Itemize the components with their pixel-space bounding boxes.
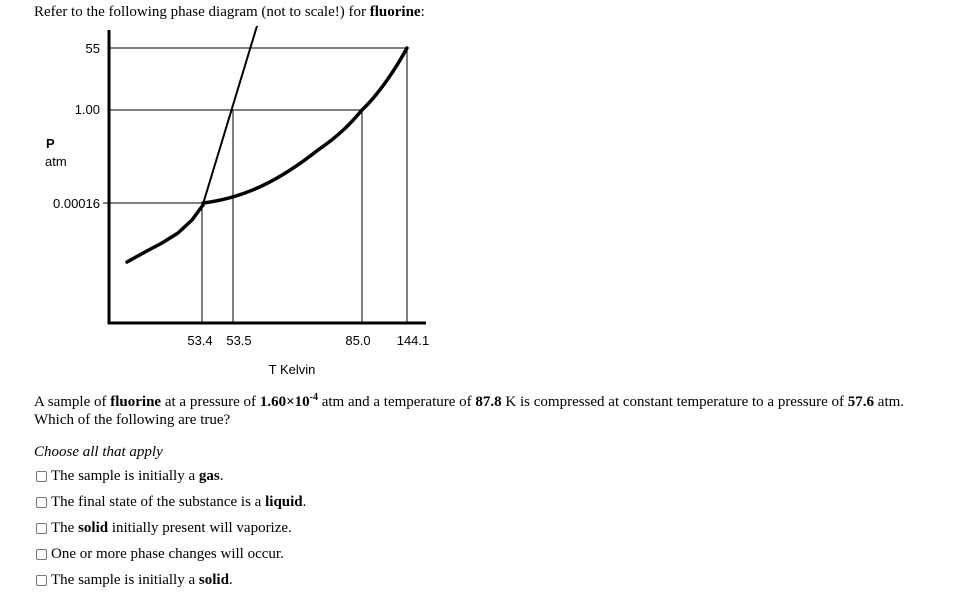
initial-pressure (260, 394, 318, 410)
x-tick-53-5: 53.5 (226, 333, 252, 348)
option-3-label[interactable]: The solid initially present will vaporize. (51, 520, 292, 536)
option-1-checkbox[interactable] (36, 471, 47, 482)
question-part1: A sample of (34, 394, 111, 410)
y-tick-1-00: 1.00 (74, 102, 100, 117)
initial-pressure-mantissa: 1.60×10 (259, 394, 310, 410)
x-tick-144-1: 144.1 (396, 333, 430, 348)
intro-substance: fluorine (369, 4, 421, 20)
option-2-checkbox[interactable] (36, 497, 47, 508)
question-part3: atm and a temperature of (317, 394, 476, 410)
y-axis-label-p: P (46, 136, 55, 151)
question-part2: at a pressure of (161, 394, 260, 410)
question-line2: Which of the following are true? (34, 412, 231, 428)
choose-instruction: Choose all that apply (34, 444, 163, 460)
option-5[interactable] (36, 572, 233, 589)
option-1-label[interactable]: The sample is initially a gas. (51, 468, 224, 484)
option-4[interactable] (36, 546, 284, 563)
question-text (34, 393, 934, 429)
x-tick-53-4: 53.4 (187, 333, 213, 348)
vaporization-curve (203, 48, 407, 203)
option-2[interactable] (36, 494, 306, 511)
option-2-label[interactable]: The final state of the substance is a liquid. (51, 494, 307, 510)
option-1[interactable] (36, 468, 223, 485)
sublimation-curve (127, 205, 203, 262)
option-5-label[interactable]: The sample is initially a solid. (51, 572, 233, 588)
question-substance: fluorine (110, 394, 162, 410)
question-part5: atm. (874, 394, 905, 410)
final-pressure-value: 57.6 (847, 394, 875, 410)
x-tick-85-0: 85.0 (345, 333, 371, 348)
temperature-value: 87.8 (475, 394, 502, 410)
option-4-checkbox[interactable] (36, 549, 47, 560)
melting-curve (203, 26, 257, 204)
y-tick-55: 55 (85, 41, 100, 56)
initial-pressure-exponent: -4 (309, 392, 318, 403)
option-4-label[interactable]: One or more phase changes will occur. (51, 546, 284, 562)
x-axis-label: T Kelvin (268, 362, 316, 377)
y-tick-0-00016: 0.00016 (53, 196, 100, 211)
question-part4: K is compressed at constant temperature to a pressure of (501, 394, 848, 410)
option-3-checkbox[interactable] (36, 523, 47, 534)
option-5-checkbox[interactable] (36, 575, 47, 586)
y-axis-label-atm: atm (45, 154, 67, 169)
option-3[interactable] (36, 520, 292, 537)
intro-text-after: : (420, 4, 425, 20)
intro-text-before: Refer to the following phase diagram (not to scale!) for (34, 4, 370, 20)
